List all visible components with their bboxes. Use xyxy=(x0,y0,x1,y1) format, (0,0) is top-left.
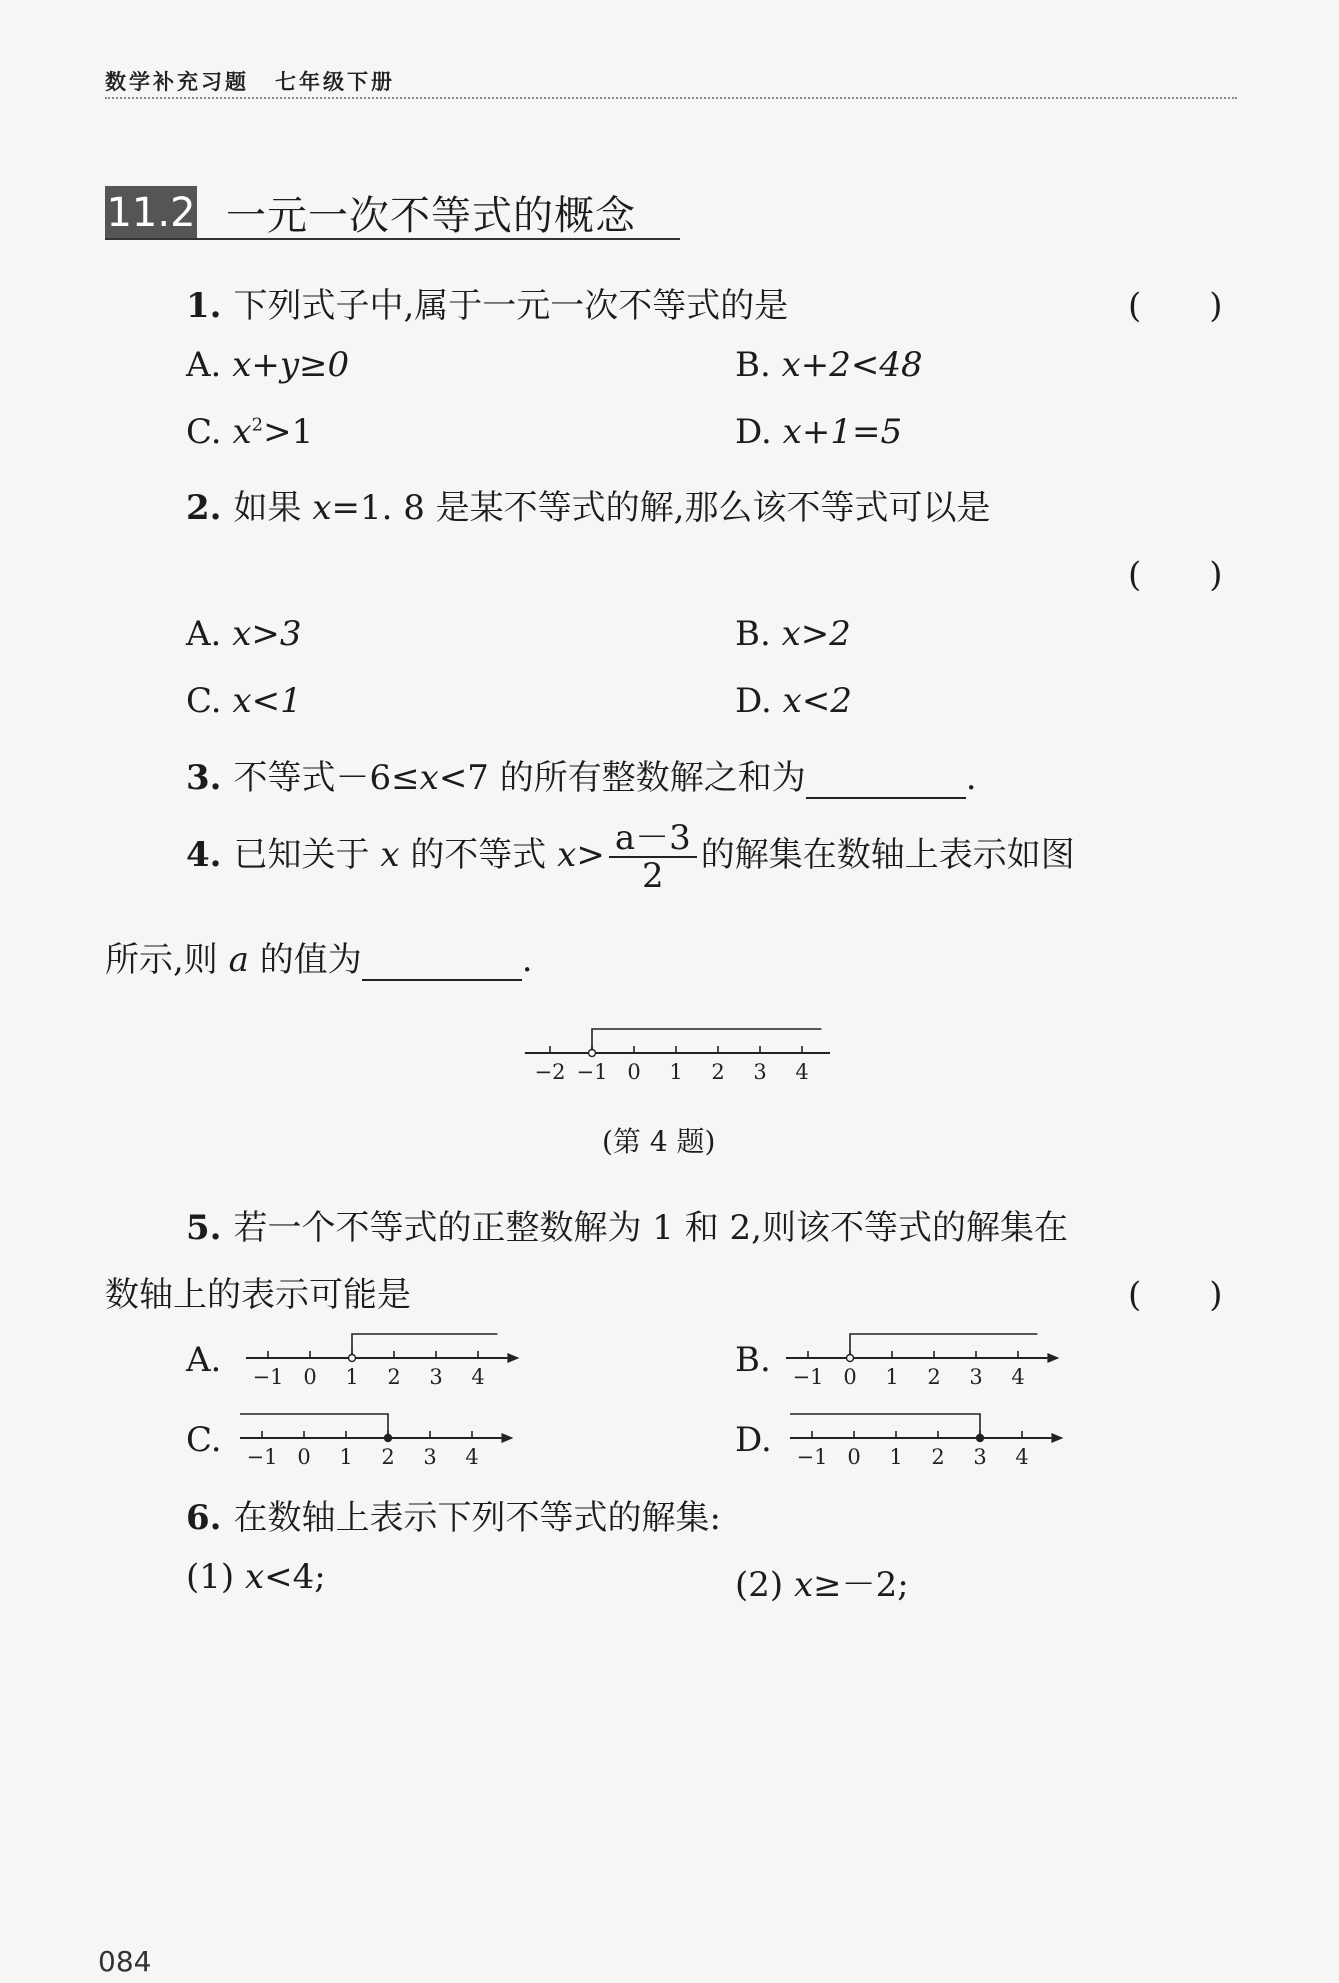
tick-label: 0 xyxy=(303,1365,317,1389)
open-point xyxy=(847,1355,854,1362)
tick-label: 2 xyxy=(711,1060,725,1084)
tick-label: −1 xyxy=(246,1445,278,1469)
answer-blank[interactable] xyxy=(362,939,522,981)
option-b: B. xyxy=(735,1340,771,1380)
tick-label: 1 xyxy=(669,1060,683,1084)
solution-bracket xyxy=(850,1334,1037,1358)
question-4: 4. 已知关于 x 的不等式 x> $\frac{a-3}{2}$ 的解集在数轴上表示如图 xyxy=(186,818,1075,896)
option-d: D. x<2 xyxy=(735,681,852,721)
section-underline xyxy=(105,238,680,240)
tick-label: −1 xyxy=(792,1365,824,1389)
section-number-badge: 11.2 xyxy=(105,186,197,240)
option-b: B. x>2 xyxy=(735,614,851,654)
tick-label: −2 xyxy=(534,1060,566,1084)
axis-arrow xyxy=(501,1433,513,1443)
tick-label: 3 xyxy=(973,1445,987,1469)
running-header xyxy=(105,66,395,96)
tick-label: 3 xyxy=(423,1445,437,1469)
number-line-option-a xyxy=(246,1320,536,1390)
option-expr: x+1=5 xyxy=(782,412,903,452)
option-expr: x+y≥0 xyxy=(232,345,350,385)
option-expr: x+2<48 xyxy=(781,345,923,385)
figure-caption: (第 4 题) xyxy=(602,1125,716,1158)
answer-bracket: ( ) xyxy=(1128,1275,1223,1315)
option-c: C. x<1 xyxy=(186,681,302,721)
number-line-fig4 xyxy=(520,1015,830,1085)
tick-label: 2 xyxy=(381,1445,395,1469)
question-5: 5. 若一个不等式的正整数解为 1 和 2,则该不等式的解集在 xyxy=(186,1208,1068,1248)
tick-label: 4 xyxy=(1015,1445,1029,1469)
number-line-option-d xyxy=(790,1400,1080,1470)
solution-bracket xyxy=(592,1029,821,1053)
tick-label: 0 xyxy=(297,1445,311,1469)
option-a: A. xyxy=(186,1340,222,1380)
question-number: 1. xyxy=(186,286,222,326)
answer-bracket: ( ) xyxy=(1128,286,1223,326)
page-number: 084 xyxy=(98,1945,152,1978)
question-text: 下列式子中,属于一元一次不等式的是 xyxy=(233,286,789,326)
tick-label: 1 xyxy=(889,1445,903,1469)
tick-label: 3 xyxy=(969,1365,983,1389)
question-3: 3. 不等式－6≤x<7 的所有整数解之和为 . xyxy=(186,758,977,798)
question-1 xyxy=(186,278,788,327)
open-point xyxy=(589,1050,596,1057)
tick-label: 1 xyxy=(339,1445,353,1469)
tick-label: 3 xyxy=(429,1365,443,1389)
solution-bracket xyxy=(790,1414,980,1438)
sub-question-2: (2) x≥－2; xyxy=(735,1565,909,1605)
tick-label: −1 xyxy=(252,1365,284,1389)
tick-label: 4 xyxy=(795,1060,809,1084)
tick-label: 1 xyxy=(885,1365,899,1389)
closed-point xyxy=(385,1435,392,1442)
tick-label: −1 xyxy=(576,1060,608,1084)
closed-point xyxy=(977,1435,984,1442)
question-6: 6. 在数轴上表示下列不等式的解集: xyxy=(186,1498,721,1538)
tick-label: 0 xyxy=(843,1365,857,1389)
section-title: 一元一次不等式的概念 xyxy=(226,193,636,239)
tick-label: 0 xyxy=(847,1445,861,1469)
solution-bracket xyxy=(352,1334,497,1358)
header-divider xyxy=(105,97,1237,99)
number-line-option-b xyxy=(786,1320,1076,1390)
option-b: B. x+2<48 xyxy=(735,345,923,385)
option-d: D. xyxy=(735,1420,772,1460)
tick-label: 4 xyxy=(465,1445,479,1469)
book-title: 数学补充习题 xyxy=(105,70,249,94)
tick-label: 3 xyxy=(753,1060,767,1084)
question-4-line2: 所示,则 a 的值为 . xyxy=(105,940,533,980)
tick-label: 4 xyxy=(471,1365,485,1389)
sub-question-1: (1) x<4; xyxy=(186,1557,326,1597)
option-c: C. xyxy=(186,1420,222,1460)
tick-label: −1 xyxy=(796,1445,828,1469)
question-5-line2: 数轴上的表示可能是 xyxy=(105,1275,411,1315)
number-line-option-c xyxy=(240,1400,530,1470)
axis-arrow xyxy=(1047,1353,1059,1363)
axis-arrow xyxy=(1051,1433,1063,1443)
tick-label: 4 xyxy=(1011,1365,1025,1389)
tick-label: 1 xyxy=(345,1365,359,1389)
tick-label: 2 xyxy=(931,1445,945,1469)
axis-arrow xyxy=(507,1353,519,1363)
answer-blank[interactable] xyxy=(806,757,966,799)
question-2: 2. 如果 x=1. 8 是某不等式的解,那么该不等式可以是 xyxy=(186,488,991,528)
option-a: A. x+y≥0 xyxy=(186,345,350,385)
open-point xyxy=(349,1355,356,1362)
option-a: A. x>3 xyxy=(186,614,302,654)
option-d: D. x+1=5 xyxy=(735,412,903,452)
tick-label: 2 xyxy=(927,1365,941,1389)
fraction: $\frac{a-3}{2}$ xyxy=(609,820,697,894)
tick-label: 0 xyxy=(627,1060,641,1084)
tick-label: 2 xyxy=(387,1365,401,1389)
option-c: C. $x^2>1$ xyxy=(186,412,314,452)
grade-label: 七年级下册 xyxy=(275,70,395,94)
answer-bracket: ( ) xyxy=(1128,555,1223,595)
